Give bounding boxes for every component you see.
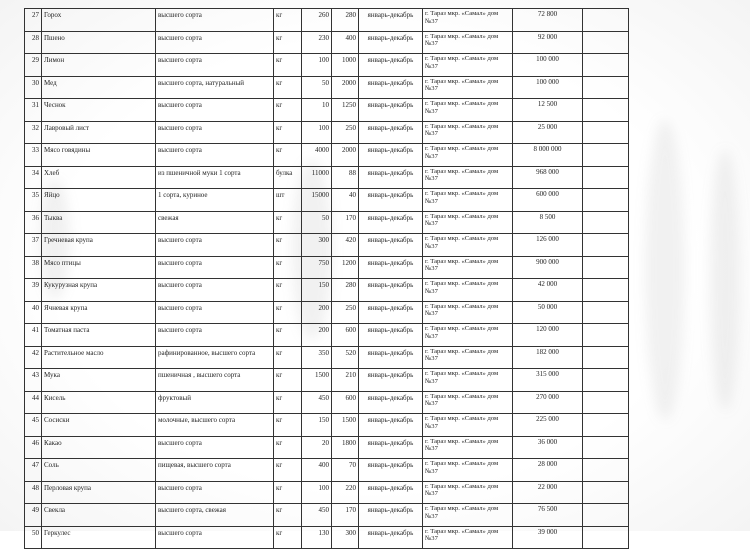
row-number: 37 — [25, 234, 42, 257]
delivery-address: г. Тараз мкр. «Самал» дом №37 — [423, 459, 513, 482]
empty-cell — [583, 9, 629, 32]
row-number: 43 — [25, 369, 42, 392]
product-name: Горох — [42, 9, 156, 32]
table-row — [25, 436, 629, 459]
product-grade: высшего сорта — [156, 31, 274, 54]
table-row — [25, 414, 629, 437]
quantity: 200 — [302, 301, 332, 324]
row-number: 33 — [25, 144, 42, 167]
row-number: 47 — [25, 459, 42, 482]
unit-of-measure: кг — [274, 211, 302, 234]
table-row — [25, 301, 629, 324]
unit-of-measure: кг — [274, 144, 302, 167]
unit-of-measure: кг — [274, 459, 302, 482]
table-row — [25, 189, 629, 212]
total-sum: 100 000 — [513, 54, 583, 77]
quantity: 4000 — [302, 144, 332, 167]
row-number: 44 — [25, 391, 42, 414]
unit-price: 210 — [332, 369, 359, 392]
unit-price: 1500 — [332, 414, 359, 437]
delivery-address: г. Тараз мкр. «Самал» дом №37 — [423, 324, 513, 347]
unit-of-measure: кг — [274, 481, 302, 504]
total-sum: 22 000 — [513, 481, 583, 504]
row-number: 34 — [25, 166, 42, 189]
product-name: Перловая крупа — [42, 481, 156, 504]
quantity: 300 — [302, 234, 332, 257]
delivery-period: январь-декабрь — [359, 99, 423, 122]
product-name: Хлеб — [42, 166, 156, 189]
total-sum: 92 000 — [513, 31, 583, 54]
table-row — [25, 279, 629, 302]
total-sum: 126 000 — [513, 234, 583, 257]
unit-price: 600 — [332, 324, 359, 347]
delivery-address: г. Тараз мкр. «Самал» дом №37 — [423, 391, 513, 414]
empty-cell — [583, 54, 629, 77]
product-grade: высшего сорта — [156, 54, 274, 77]
delivery-address: г. Тараз мкр. «Самал» дом №37 — [423, 189, 513, 212]
table-row — [25, 211, 629, 234]
products-table — [24, 8, 629, 549]
row-number: 35 — [25, 189, 42, 212]
product-grade: высшего сорта — [156, 436, 274, 459]
unit-price: 1200 — [332, 256, 359, 279]
product-grade: высшего сорта — [156, 121, 274, 144]
row-number: 29 — [25, 54, 42, 77]
product-grade: высшего сорта — [156, 9, 274, 32]
quantity: 150 — [302, 279, 332, 302]
empty-cell — [583, 436, 629, 459]
delivery-period: январь-декабрь — [359, 504, 423, 527]
delivery-period: январь-декабрь — [359, 324, 423, 347]
product-name: Пшено — [42, 31, 156, 54]
unit-price: 2000 — [332, 76, 359, 99]
total-sum: 28 000 — [513, 459, 583, 482]
unit-of-measure: булка — [274, 166, 302, 189]
product-name: Лимон — [42, 54, 156, 77]
delivery-period: январь-декабрь — [359, 76, 423, 99]
delivery-address: г. Тараз мкр. «Самал» дом №37 — [423, 99, 513, 122]
table-row — [25, 459, 629, 482]
product-grade: высшего сорта — [156, 99, 274, 122]
delivery-period: январь-декабрь — [359, 346, 423, 369]
row-number: 46 — [25, 436, 42, 459]
row-number: 41 — [25, 324, 42, 347]
row-number: 39 — [25, 279, 42, 302]
unit-price: 170 — [332, 211, 359, 234]
delivery-address: г. Тараз мкр. «Самал» дом №37 — [423, 414, 513, 437]
empty-cell — [583, 414, 629, 437]
delivery-address: г. Тараз мкр. «Самал» дом №37 — [423, 526, 513, 549]
delivery-period: январь-декабрь — [359, 526, 423, 549]
table-row — [25, 9, 629, 32]
total-sum: 25 000 — [513, 121, 583, 144]
empty-cell — [583, 211, 629, 234]
unit-of-measure: кг — [274, 234, 302, 257]
quantity: 50 — [302, 76, 332, 99]
empty-cell — [583, 234, 629, 257]
unit-of-measure: кг — [274, 504, 302, 527]
unit-of-measure: кг — [274, 526, 302, 549]
unit-price: 250 — [332, 121, 359, 144]
table-row — [25, 256, 629, 279]
product-grade: высшего сорта — [156, 526, 274, 549]
quantity: 230 — [302, 31, 332, 54]
unit-price: 2000 — [332, 144, 359, 167]
product-name: Мука — [42, 369, 156, 392]
unit-price: 420 — [332, 234, 359, 257]
total-sum: 225 000 — [513, 414, 583, 437]
delivery-address: г. Тараз мкр. «Самал» дом №37 — [423, 166, 513, 189]
product-name: Томатная паста — [42, 324, 156, 347]
unit-price: 1800 — [332, 436, 359, 459]
table-row — [25, 121, 629, 144]
empty-cell — [583, 99, 629, 122]
unit-of-measure: кг — [274, 391, 302, 414]
delivery-address: г. Тараз мкр. «Самал» дом №37 — [423, 234, 513, 257]
table-row — [25, 99, 629, 122]
unit-of-measure: кг — [274, 256, 302, 279]
total-sum: 968 000 — [513, 166, 583, 189]
unit-of-measure: кг — [274, 301, 302, 324]
unit-of-measure: кг — [274, 31, 302, 54]
unit-price: 220 — [332, 481, 359, 504]
product-name: Мясо птицы — [42, 256, 156, 279]
quantity: 450 — [302, 391, 332, 414]
delivery-address: г. Тараз мкр. «Самал» дом №37 — [423, 9, 513, 32]
table-body — [25, 9, 629, 549]
product-grade: из пшеничной муки 1 сорта — [156, 166, 274, 189]
quantity: 450 — [302, 504, 332, 527]
unit-of-measure: кг — [274, 414, 302, 437]
unit-price: 1250 — [332, 99, 359, 122]
product-name: Какао — [42, 436, 156, 459]
total-sum: 12 500 — [513, 99, 583, 122]
delivery-period: январь-декабрь — [359, 31, 423, 54]
unit-of-measure: шт — [274, 189, 302, 212]
unit-of-measure: кг — [274, 369, 302, 392]
unit-price: 400 — [332, 31, 359, 54]
quantity: 50 — [302, 211, 332, 234]
unit-price: 280 — [332, 9, 359, 32]
unit-of-measure: кг — [274, 121, 302, 144]
empty-cell — [583, 189, 629, 212]
unit-of-measure: кг — [274, 324, 302, 347]
delivery-period: январь-декабрь — [359, 414, 423, 437]
product-name: Мясо говядины — [42, 144, 156, 167]
product-name: Тыква — [42, 211, 156, 234]
total-sum: 8 000 000 — [513, 144, 583, 167]
unit-of-measure: кг — [274, 99, 302, 122]
delivery-period: январь-декабрь — [359, 436, 423, 459]
product-grade: 1 сорта, куриное — [156, 189, 274, 212]
total-sum: 182 000 — [513, 346, 583, 369]
delivery-period: январь-декабрь — [359, 391, 423, 414]
scan-smudge — [645, 120, 685, 420]
delivery-period: январь-декабрь — [359, 9, 423, 32]
unit-of-measure: кг — [274, 279, 302, 302]
product-name: Лавровый лист — [42, 121, 156, 144]
product-grade: свежая — [156, 211, 274, 234]
delivery-address: г. Тараз мкр. «Самал» дом №37 — [423, 76, 513, 99]
delivery-address: г. Тараз мкр. «Самал» дом №37 — [423, 279, 513, 302]
product-name: Растительное масло — [42, 346, 156, 369]
product-name: Кукурузная крупа — [42, 279, 156, 302]
empty-cell — [583, 256, 629, 279]
product-grade: высшего сорта — [156, 144, 274, 167]
total-sum: 76 500 — [513, 504, 583, 527]
empty-cell — [583, 504, 629, 527]
delivery-address: г. Тараз мкр. «Самал» дом №37 — [423, 481, 513, 504]
product-name: Сосиски — [42, 414, 156, 437]
total-sum: 100 000 — [513, 76, 583, 99]
unit-of-measure: кг — [274, 346, 302, 369]
unit-price: 300 — [332, 526, 359, 549]
quantity: 260 — [302, 9, 332, 32]
table-row — [25, 391, 629, 414]
table-row — [25, 144, 629, 167]
unit-price: 40 — [332, 189, 359, 212]
product-name: Соль — [42, 459, 156, 482]
empty-cell — [583, 369, 629, 392]
delivery-period: январь-декабрь — [359, 144, 423, 167]
unit-price: 88 — [332, 166, 359, 189]
row-number: 31 — [25, 99, 42, 122]
empty-cell — [583, 526, 629, 549]
quantity: 100 — [302, 481, 332, 504]
delivery-address: г. Тараз мкр. «Самал» дом №37 — [423, 346, 513, 369]
row-number: 40 — [25, 301, 42, 324]
product-grade: высшего сорта — [156, 256, 274, 279]
product-grade: фруктовый — [156, 391, 274, 414]
unit-price: 70 — [332, 459, 359, 482]
delivery-address: г. Тараз мкр. «Самал» дом №37 — [423, 301, 513, 324]
quantity: 11000 — [302, 166, 332, 189]
unit-of-measure: кг — [274, 436, 302, 459]
product-name: Гречневая крупа — [42, 234, 156, 257]
product-grade: высшего сорта — [156, 234, 274, 257]
total-sum: 315 000 — [513, 369, 583, 392]
table-row — [25, 369, 629, 392]
empty-cell — [583, 481, 629, 504]
product-grade: высшего сорта — [156, 324, 274, 347]
delivery-period: январь-декабрь — [359, 121, 423, 144]
table-row — [25, 324, 629, 347]
quantity: 10 — [302, 99, 332, 122]
table-row — [25, 166, 629, 189]
product-name: Чеснок — [42, 99, 156, 122]
product-grade: рафинированное, высшего сорта — [156, 346, 274, 369]
delivery-period: январь-декабрь — [359, 166, 423, 189]
total-sum: 36 000 — [513, 436, 583, 459]
delivery-period: январь-декабрь — [359, 481, 423, 504]
product-name: Ячневая крупа — [42, 301, 156, 324]
row-number: 30 — [25, 76, 42, 99]
empty-cell — [583, 121, 629, 144]
total-sum: 270 000 — [513, 391, 583, 414]
delivery-address: г. Тараз мкр. «Самал» дом №37 — [423, 436, 513, 459]
empty-cell — [583, 166, 629, 189]
row-number: 50 — [25, 526, 42, 549]
quantity: 1500 — [302, 369, 332, 392]
empty-cell — [583, 346, 629, 369]
unit-price: 600 — [332, 391, 359, 414]
quantity: 100 — [302, 121, 332, 144]
delivery-period: январь-декабрь — [359, 211, 423, 234]
product-grade: высшего сорта, свежая — [156, 504, 274, 527]
delivery-address: г. Тараз мкр. «Самал» дом №37 — [423, 31, 513, 54]
product-grade: молочные, высшего сорта — [156, 414, 274, 437]
product-name: Яйцо — [42, 189, 156, 212]
row-number: 36 — [25, 211, 42, 234]
quantity: 400 — [302, 459, 332, 482]
empty-cell — [583, 324, 629, 347]
table-row — [25, 234, 629, 257]
quantity: 350 — [302, 346, 332, 369]
unit-price: 280 — [332, 279, 359, 302]
delivery-address: г. Тараз мкр. «Самал» дом №37 — [423, 54, 513, 77]
delivery-period: январь-декабрь — [359, 279, 423, 302]
quantity: 20 — [302, 436, 332, 459]
empty-cell — [583, 76, 629, 99]
product-grade: пищевая, высшего сорта — [156, 459, 274, 482]
delivery-period: январь-декабрь — [359, 234, 423, 257]
product-grade: пшеничная , высшего сорта — [156, 369, 274, 392]
total-sum: 42 000 — [513, 279, 583, 302]
unit-price: 170 — [332, 504, 359, 527]
row-number: 38 — [25, 256, 42, 279]
product-name: Свекла — [42, 504, 156, 527]
empty-cell — [583, 31, 629, 54]
product-grade: высшего сорта — [156, 279, 274, 302]
delivery-address: г. Тараз мкр. «Самал» дом №37 — [423, 121, 513, 144]
row-number: 27 — [25, 9, 42, 32]
scan-smudge — [710, 150, 740, 410]
product-grade: высшего сорта — [156, 481, 274, 504]
row-number: 28 — [25, 31, 42, 54]
quantity: 15000 — [302, 189, 332, 212]
product-grade: высшего сорта, натуральный — [156, 76, 274, 99]
row-number: 45 — [25, 414, 42, 437]
table-row — [25, 346, 629, 369]
delivery-period: январь-декабрь — [359, 189, 423, 212]
total-sum: 72 800 — [513, 9, 583, 32]
table-row — [25, 54, 629, 77]
unit-of-measure: кг — [274, 54, 302, 77]
table-row — [25, 526, 629, 549]
delivery-period: январь-декабрь — [359, 256, 423, 279]
empty-cell — [583, 301, 629, 324]
delivery-period: январь-декабрь — [359, 54, 423, 77]
empty-cell — [583, 144, 629, 167]
delivery-period: январь-декабрь — [359, 369, 423, 392]
table-row — [25, 76, 629, 99]
row-number: 42 — [25, 346, 42, 369]
quantity: 130 — [302, 526, 332, 549]
row-number: 32 — [25, 121, 42, 144]
total-sum: 120 000 — [513, 324, 583, 347]
unit-of-measure: кг — [274, 9, 302, 32]
table-row — [25, 504, 629, 527]
delivery-address: г. Тараз мкр. «Самал» дом №37 — [423, 211, 513, 234]
total-sum: 600 000 — [513, 189, 583, 212]
delivery-address: г. Тараз мкр. «Самал» дом №37 — [423, 504, 513, 527]
table-row — [25, 31, 629, 54]
product-name: Мед — [42, 76, 156, 99]
unit-price: 250 — [332, 301, 359, 324]
row-number: 49 — [25, 504, 42, 527]
product-name: Кисель — [42, 391, 156, 414]
total-sum: 900 000 — [513, 256, 583, 279]
total-sum: 39 000 — [513, 526, 583, 549]
empty-cell — [583, 459, 629, 482]
unit-price: 1000 — [332, 54, 359, 77]
quantity: 200 — [302, 324, 332, 347]
delivery-address: г. Тараз мкр. «Самал» дом №37 — [423, 256, 513, 279]
quantity: 750 — [302, 256, 332, 279]
unit-price: 520 — [332, 346, 359, 369]
unit-of-measure: кг — [274, 76, 302, 99]
empty-cell — [583, 279, 629, 302]
product-grade: высшего сорта — [156, 301, 274, 324]
total-sum: 8 500 — [513, 211, 583, 234]
total-sum: 50 000 — [513, 301, 583, 324]
quantity: 100 — [302, 54, 332, 77]
delivery-period: январь-декабрь — [359, 301, 423, 324]
delivery-address: г. Тараз мкр. «Самал» дом №37 — [423, 369, 513, 392]
delivery-period: январь-декабрь — [359, 459, 423, 482]
table-row — [25, 481, 629, 504]
product-name: Геркулес — [42, 526, 156, 549]
empty-cell — [583, 391, 629, 414]
row-number: 48 — [25, 481, 42, 504]
delivery-address: г. Тараз мкр. «Самал» дом №37 — [423, 144, 513, 167]
quantity: 150 — [302, 414, 332, 437]
